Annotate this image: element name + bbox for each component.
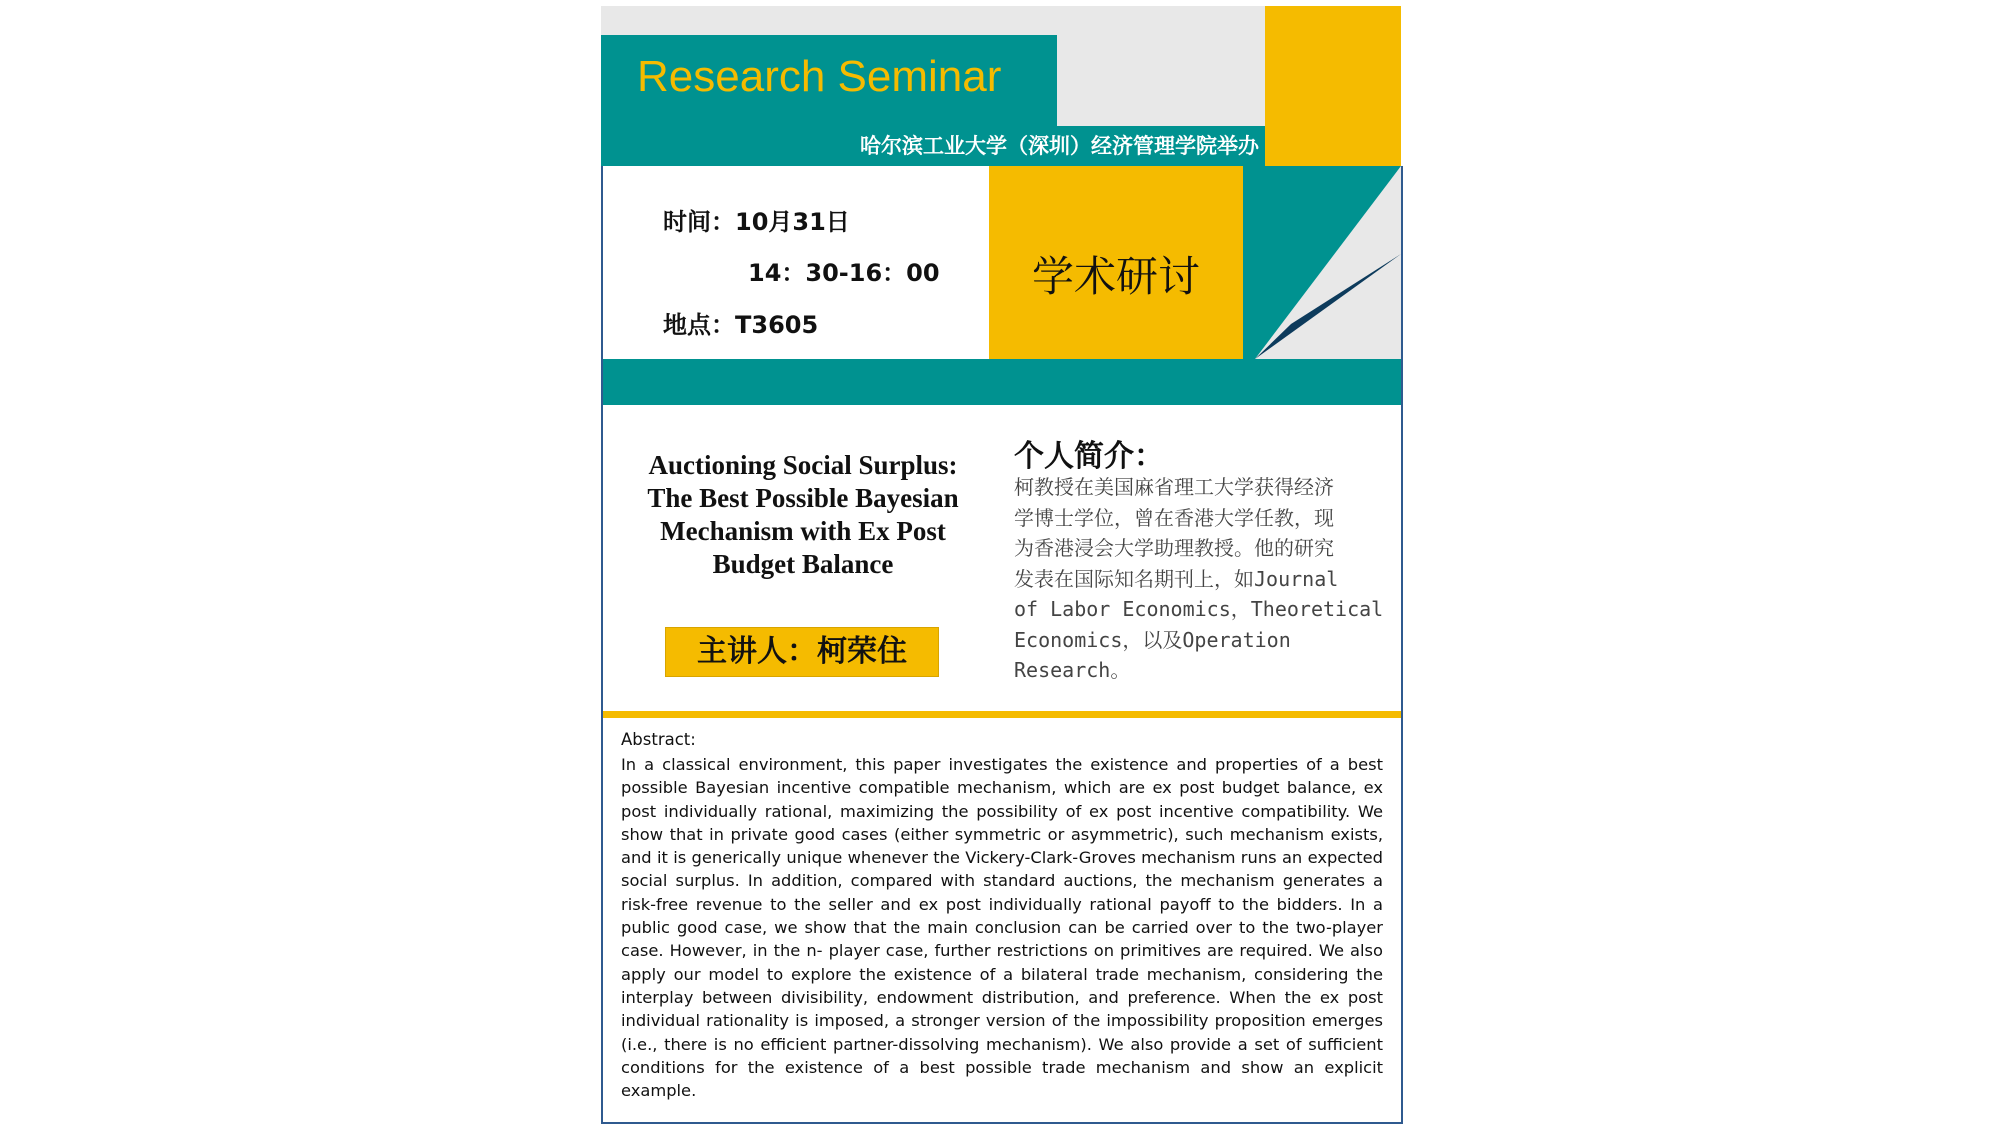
section-divider-bar (601, 359, 1401, 405)
header-yellow-block (1265, 6, 1401, 166)
seminar-badge-text: 学术研讨 (1031, 252, 1200, 301)
event-time: 时间：10月31日 (663, 208, 850, 236)
abstract-divider (603, 711, 1403, 718)
event-location: 地点：T3605 (663, 311, 819, 339)
event-time-range: 14：30-16：00 (748, 259, 940, 287)
bio-line: 为香港浸会大学助理教授。他的研究 (1014, 536, 1334, 560)
talk-title-line: Mechanism with Ex Post (660, 516, 946, 546)
bio-line: Economics，以及Operation (1014, 627, 1291, 652)
bio-heading: 个人简介： (1014, 439, 1164, 474)
poster-title: Research Seminar (637, 52, 1002, 101)
talk-title (639, 449, 967, 581)
organizer-line: 哈尔滨工业大学（深圳）经济管理学院举办 (860, 133, 1259, 158)
decorative-triangles (1243, 166, 1401, 359)
speaker-label: 主讲人：柯荣住 (665, 627, 939, 677)
abstract-label: Abstract: (621, 730, 696, 749)
talk-title-line: Auctioning Social Surplus: (648, 450, 958, 480)
abstract-text: In a classical environment, this paper investigates the existence and properties of a best possible Bayesian incentive compatible mechanism, which are ex post budget balance, ex post individually rational, maximizing the possibility of ex post incentive compatibility. We show that in private good cases (either symmetric or asymmetric), such mechanism exists, and it is generically unique whenever the Vickery-Clark-Groves mechanism runs an expected social surplus. In addition, compared with standard auctions, the mechanism generates a risk-free revenue to the seller and ex post individually rational payoff to the bidders. In a public good case, we show that the main conclusion can be carried over to the two-player case. However, in the n- player case, further restrictions on primitives are required. We also apply our model to explore the existence of a bilateral trade mechanism, considering the interplay between divisibility, endowment distribution, and preference. When the ex post individual rationality is imposed, a stronger version of the impossibility proposition emerges (i.e., there is no efficient partner-dissolving mechanism). We also provide a set of sufficient conditions for the existence of a best possible trade mechanism and show an explicit example. (621, 755, 1383, 1101)
bio-line: of Labor Economics，Theoretical (1014, 597, 1384, 621)
event-info-panel (603, 166, 989, 359)
seminar-poster (601, 6, 1401, 1124)
bio-line: 发表在国际知名期刊上，如Journal (1014, 566, 1339, 591)
bio-line: Research。 (1014, 658, 1131, 682)
bio-text (1014, 472, 1390, 686)
bio-line: 柯教授在美国麻省理工大学获得经济 (1014, 475, 1334, 499)
bio-line: 学博士学位，曾在香港大学任教，现 (1014, 505, 1334, 530)
talk-title-line: The Best Possible Bayesian (647, 483, 959, 513)
talk-title-line: Budget Balance (712, 549, 894, 579)
